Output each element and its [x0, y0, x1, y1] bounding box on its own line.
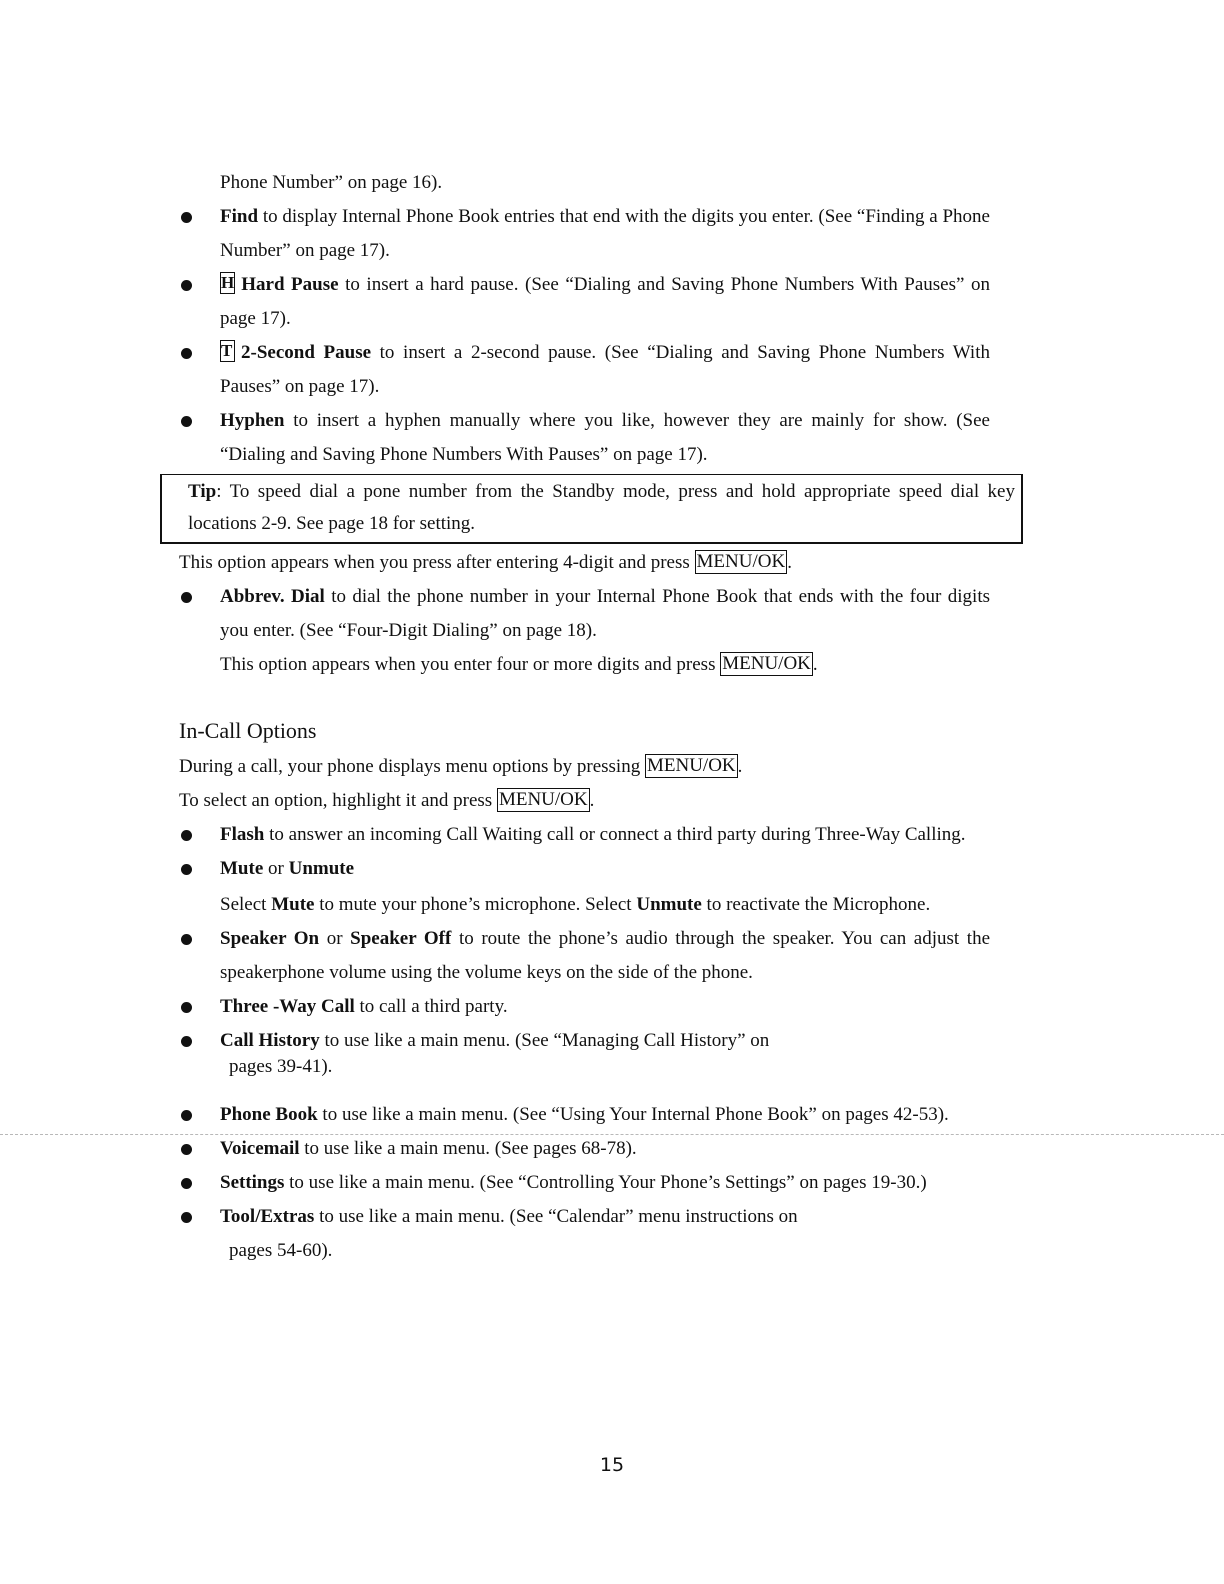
list-item-speaker [220, 922, 990, 990]
hard-pause-text: to insert a hard pause. (See “Dialing and Saving Phone Numbers With Pauses” on page 17). [220, 274, 990, 329]
three-way-text: to call a third party. [354, 996, 508, 1017]
voicemail-term: Voicemail [220, 1138, 300, 1159]
hyphen-text: to insert a hyphen manually where you like, however they are mainly for show. (See “Dialing and Saving Phone Numbers With Pauses” on page 17). [220, 410, 990, 465]
abbrev-list [220, 580, 990, 682]
list-item-flash [220, 818, 990, 852]
tip-box [160, 474, 1023, 544]
abbrev-text: to dial the phone number in your Internal Phone Book that ends with the four digits you enter. (See “Four-Digit Dialing” on page 18). [220, 586, 990, 641]
mute-or: or [263, 858, 289, 879]
option-note-end: . [787, 552, 792, 573]
abbrev-note-text: This option appears when you enter four or more digits and press [220, 654, 721, 675]
phone-book-text: to use like a main menu. (See “Using Your Internal Phone Book” on pages 42-53). [317, 1104, 949, 1125]
tools-term: Tool/Extras [220, 1206, 315, 1227]
list-item-voicemail [220, 1132, 990, 1166]
find-term: Find [220, 206, 259, 227]
call-history-text: to use like a main menu. (See “Managing Call History” on [319, 1030, 770, 1051]
tools-text: to use like a main menu. (See “Calendar” menu instructions on [314, 1206, 798, 1227]
list-item-tools [220, 1200, 990, 1268]
incall-intro-2 [179, 784, 989, 818]
two-second-pause-term: 2-Second Pause [241, 342, 372, 363]
incall-options-list [220, 818, 990, 1268]
speaker-text: to route the phone’s audio through the speaker. You can adjust the speakerphone volume using the volume keys on the side of the phone. [220, 928, 991, 983]
list-item-call-history [220, 1024, 990, 1084]
settings-term: Settings [220, 1172, 285, 1193]
flash-text: to answer an incoming Call Waiting call or connect a third party during Three-Way Calling. [264, 824, 966, 845]
three-way-term: Three -Way Call [220, 996, 355, 1017]
abbrev-term: Abbrev. Dial [220, 586, 325, 607]
options-list [220, 200, 990, 472]
settings-text: to use like a main menu. (See “Controlling Your Phone’s Settings” on pages 19-30.) [284, 1172, 927, 1193]
call-history-term: Call History [220, 1030, 320, 1051]
mute-d3: to reactivate the Microphone. [701, 894, 931, 915]
flash-term: Flash [220, 824, 265, 845]
abbrev-note [220, 648, 990, 682]
list-item-hard-pause [220, 268, 990, 336]
voicemail-text: to use like a main menu. (See pages 68-78). [299, 1138, 637, 1159]
phone-book-term: Phone Book [220, 1104, 318, 1125]
hard-pause-term: Hard Pause [241, 274, 339, 295]
section-heading: In-Call Options [179, 718, 317, 743]
hyphen-term: Hyphen [220, 410, 285, 431]
menu-ok-key: MENU/OK [696, 551, 786, 572]
t-key-icon: T [220, 340, 235, 362]
unmute-term: Unmute [288, 858, 355, 879]
mute-d-term2: Unmute [636, 894, 702, 915]
speaker-on-term: Speaker On [220, 928, 320, 949]
scan-divider-line [0, 1134, 1224, 1135]
h-key-icon: H [221, 273, 235, 292]
list-item-hyphen [220, 404, 990, 472]
list-item-phone-book [220, 1098, 990, 1132]
mute-term: Mute [220, 858, 264, 879]
option-note [179, 546, 989, 580]
intro1-text: During a call, your phone displays menu options by pressing [179, 756, 645, 777]
list-item-abbrev-dial [220, 580, 990, 682]
tools-pages: pages 54-60). [229, 1240, 333, 1261]
intro2-text: To select an option, highlight it and press [179, 790, 497, 811]
mute-d2: to mute your phone’s microphone. Select [314, 894, 637, 915]
continuation-text: Phone Number” on page 16). [220, 172, 443, 193]
menu-ok-key: MENU/OK [722, 653, 811, 674]
mute-d-term1: Mute [271, 894, 315, 915]
mute-d1: Select [220, 894, 272, 915]
list-item-three-way [220, 990, 990, 1024]
menu-ok-key: MENU/OK [646, 755, 736, 776]
list-item-settings [220, 1166, 990, 1200]
incall-intro-1 [179, 750, 989, 784]
speaker-or: or [319, 928, 351, 949]
mute-description [220, 888, 990, 922]
list-item-two-second-pause [220, 336, 990, 404]
tip-text: : To speed dial a pone number from the Standby mode, press and hold appropriate speed dial key locations 2-9. See page 18 for setting. [188, 481, 1015, 534]
abbrev-note-end: . [812, 654, 818, 675]
call-history-pages: pages 39-41). [229, 1056, 333, 1077]
intro1-end: . [737, 756, 743, 777]
list-item-mute [220, 852, 990, 922]
speaker-off-term: Speaker Off [350, 928, 452, 949]
intro2-end: . [589, 790, 595, 811]
menu-ok-key: MENU/OK [498, 789, 588, 810]
option-note-text: This option appears when you press after entering 4-digit and press [179, 552, 695, 573]
find-text: to display Internal Phone Book entries that end with the digits you enter. (See “Finding a Phone Number” on page 17). [220, 206, 990, 261]
two-second-pause-text: to insert a 2-second pause. (See “Dialing and Saving Phone Numbers With Pauses” on page 17). [220, 342, 990, 397]
tip-label: Tip [188, 481, 217, 502]
page-number: 15 [599, 1454, 625, 1476]
list-item-find [220, 200, 990, 268]
